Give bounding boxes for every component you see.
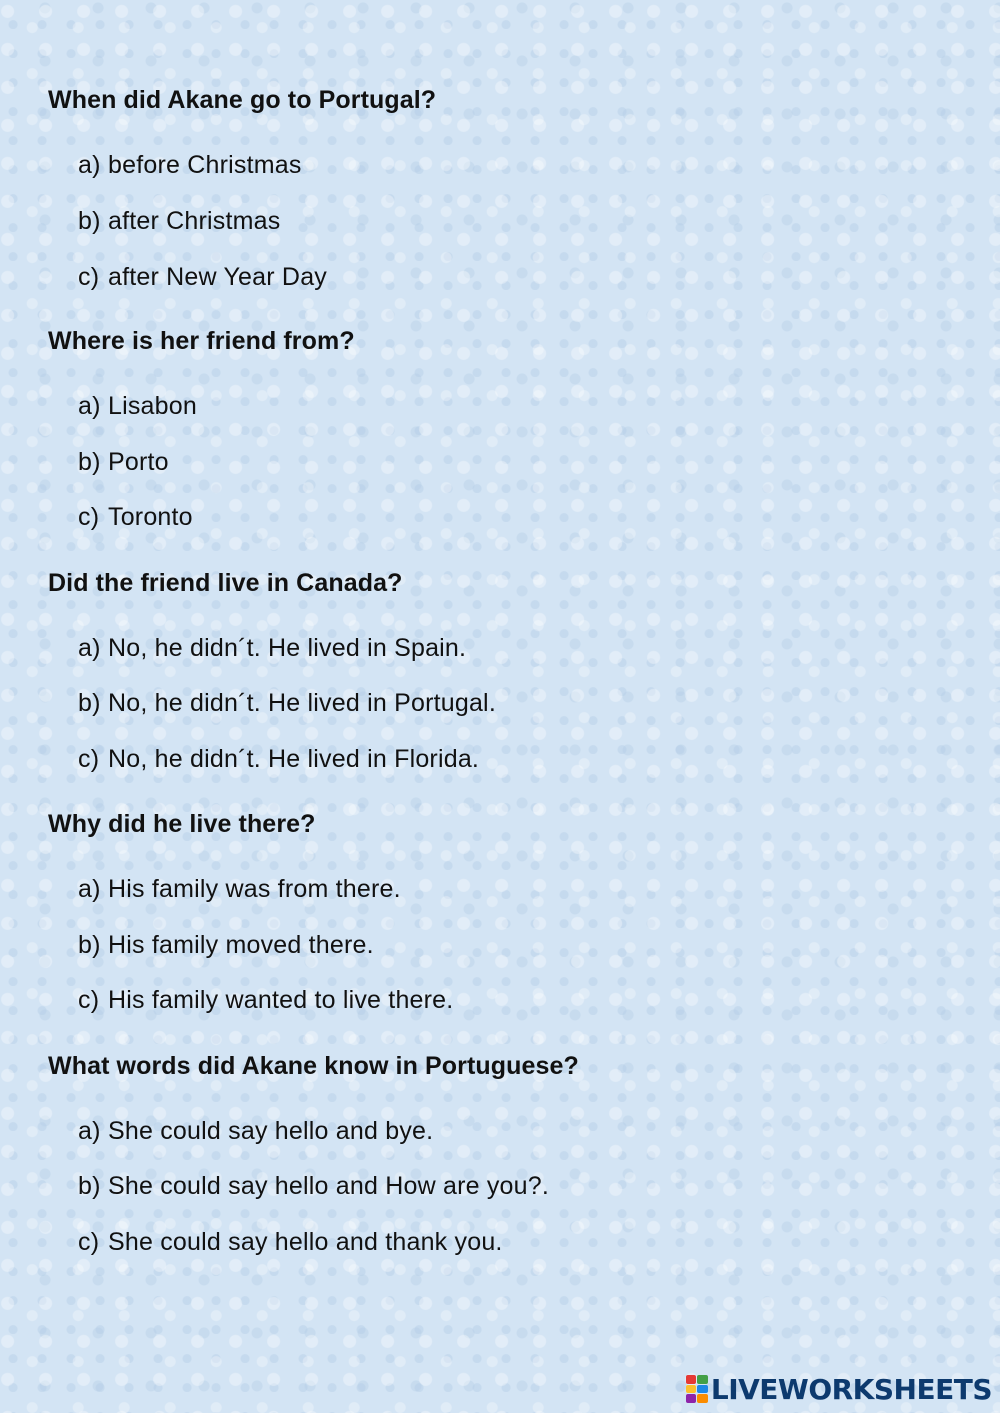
option-text: No, he didn´t. He lived in Portugal. <box>108 689 496 717</box>
option-text: Lisabon <box>108 392 197 420</box>
option-text: before Christmas <box>108 151 302 179</box>
question-3-option-a[interactable] <box>78 634 466 663</box>
option-text: No, he didn´t. He lived in Florida. <box>108 745 480 773</box>
logo-text: LIVEWORKSHEETS <box>710 1372 992 1406</box>
liveworksheets-logo[interactable] <box>686 1371 992 1407</box>
option-letter: c) <box>78 1228 100 1256</box>
question-2-option-b[interactable] <box>78 448 169 477</box>
question-5-option-a[interactable] <box>78 1117 433 1146</box>
question-2-option-a[interactable] <box>78 392 197 421</box>
question-5: What words did Akane know in Portuguese? <box>48 1052 579 1080</box>
option-text: His family was from there. <box>108 875 401 903</box>
option-letter: c) <box>78 263 100 291</box>
question-1-option-a[interactable] <box>78 151 302 180</box>
option-text: Porto <box>108 448 169 476</box>
option-letter: a) <box>78 634 101 662</box>
option-text: No, he didn´t. He lived in Spain. <box>108 634 467 662</box>
option-letter: b) <box>78 1172 101 1200</box>
option-text: after Christmas <box>108 207 281 235</box>
option-letter: a) <box>78 151 101 179</box>
option-text: She could say hello and How are you?. <box>108 1172 550 1200</box>
question-3-option-c[interactable] <box>78 745 479 774</box>
question-1-option-c[interactable] <box>78 263 327 292</box>
question-3-option-b[interactable] <box>78 689 496 718</box>
option-letter: b) <box>78 448 101 476</box>
option-letter: c) <box>78 503 100 531</box>
question-4-option-a[interactable] <box>78 875 401 904</box>
option-letter: c) <box>78 745 100 773</box>
option-text: She could say hello and thank you. <box>108 1228 503 1256</box>
question-2: Where is her friend from? <box>48 327 355 355</box>
question-1: When did Akane go to Portugal? <box>48 86 437 114</box>
question-4: Why did he live there? <box>48 810 316 838</box>
option-letter: a) <box>78 875 101 903</box>
question-4-option-c[interactable] <box>78 986 453 1015</box>
option-letter: b) <box>78 689 101 717</box>
option-text: His family moved there. <box>108 931 374 959</box>
option-text: His family wanted to live there. <box>108 986 454 1014</box>
option-letter: a) <box>78 392 101 420</box>
question-4-option-b[interactable] <box>78 931 374 960</box>
option-letter: b) <box>78 931 101 959</box>
question-5-option-c[interactable] <box>78 1228 503 1257</box>
option-text: after New Year Day <box>108 263 327 291</box>
option-letter: a) <box>78 1117 101 1145</box>
question-2-option-c[interactable] <box>78 503 193 532</box>
option-text: Toronto <box>108 503 193 531</box>
liveworksheets-logo-icon <box>686 1375 708 1403</box>
option-text: She could say hello and bye. <box>108 1117 434 1145</box>
question-3: Did the friend live in Canada? <box>48 569 403 597</box>
option-letter: c) <box>78 986 100 1014</box>
question-5-option-b[interactable] <box>78 1172 549 1201</box>
option-letter: b) <box>78 207 101 235</box>
question-1-option-b[interactable] <box>78 207 280 236</box>
